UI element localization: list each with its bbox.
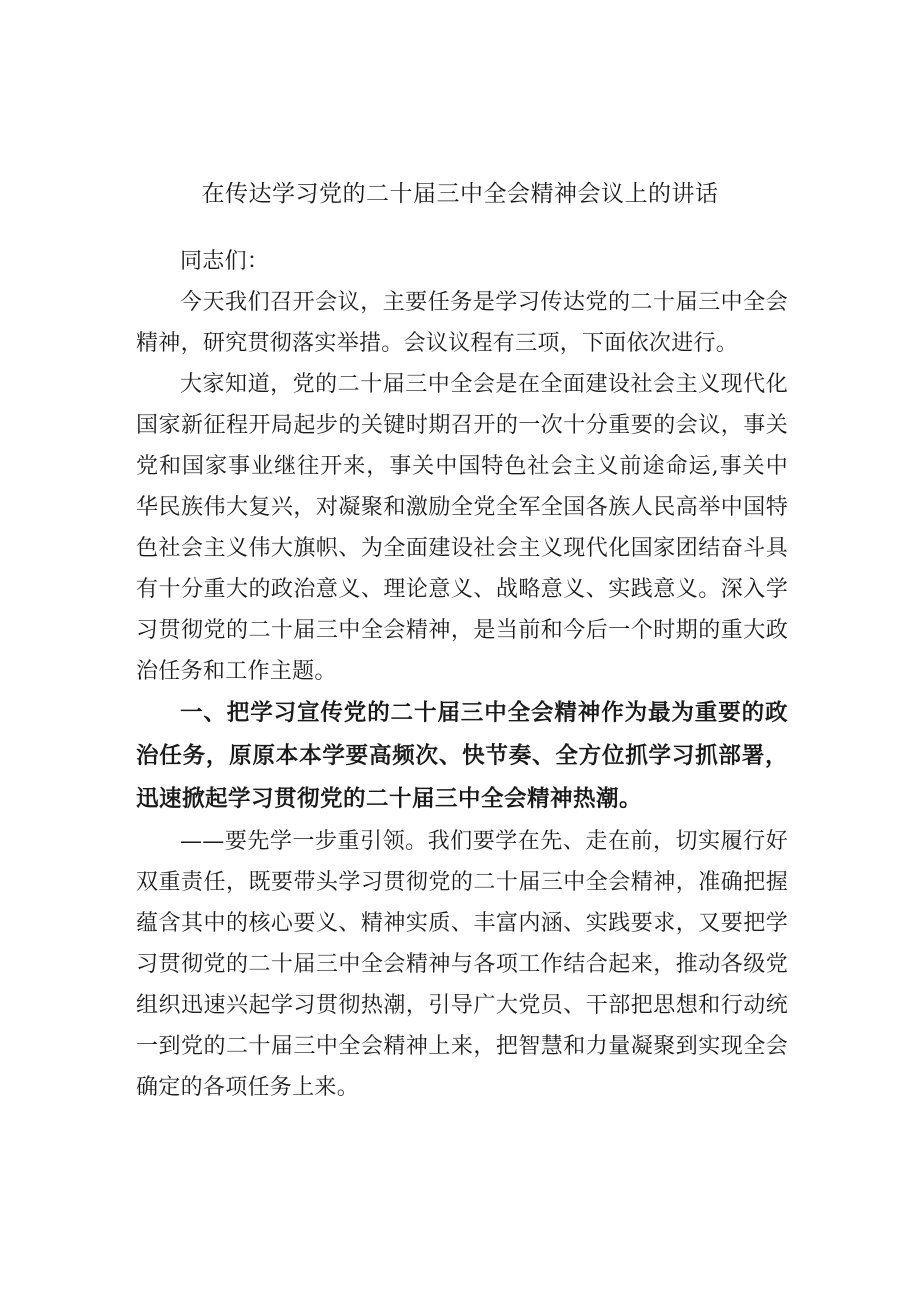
section-1-paragraph: ——要先学一步重引领。我们要学在先、走在前，切实履行好双重责任，既要带头学习贯彻党的二十届三中全会精神，准确把握蕴含其中的核心要义、精神实质、丰富内涵、实践要求，又要把学习贯彻党的二十届三中全会精神与各项工作结合起来，推动各级党组织迅速兴起学习贯彻热潮，引导广大党员、干部把思想和行动统一到党的二十届三中全会精神上来，把智慧和力量凝聚到实现全会确定的各项任务上来。	[136, 829, 788, 1100]
salutation: 同志们：	[180, 249, 270, 274]
paragraph-intro: 今天我们召开会议，主要任务是学习传达党的二十届三中全会精神，研究贯彻落实举措。会议议程有三项，下面依次进行。	[136, 290, 788, 356]
paragraph-significance: 大家知道，党的二十届三中全会是在全面建设社会主义现代化国家新征程开局起步的关键时期召开的一次十分重要的会议，事关党和国家事业继往开来，事关中国特色社会主义前途命运,事关中华民族伟大复兴，对凝聚和激励全党全军全国各族人民高举中国特色社会主义伟大旗帜、为全面建设社会主义现代化国家团结奋斗具有十分重大的政治意义、理论意义、战略意义、实践意义。深入学习贯彻党的二十届三中全会精神，是当前和今后一个时期的重大政治任务和工作主题。	[136, 372, 788, 684]
document-title: 在传达学习党的二十届三中全会精神会议上的讲话	[201, 181, 719, 207]
section-heading-1: 一、把学习宣传党的二十届三中全会精神作为最为重要的政治任务，原原本本学要高频次、快节奏、全方位抓学习抓部署，迅速掀起学习贯彻党的二十届三中全会精神热潮。	[136, 700, 788, 812]
document-body	[136, 235, 788, 1108]
